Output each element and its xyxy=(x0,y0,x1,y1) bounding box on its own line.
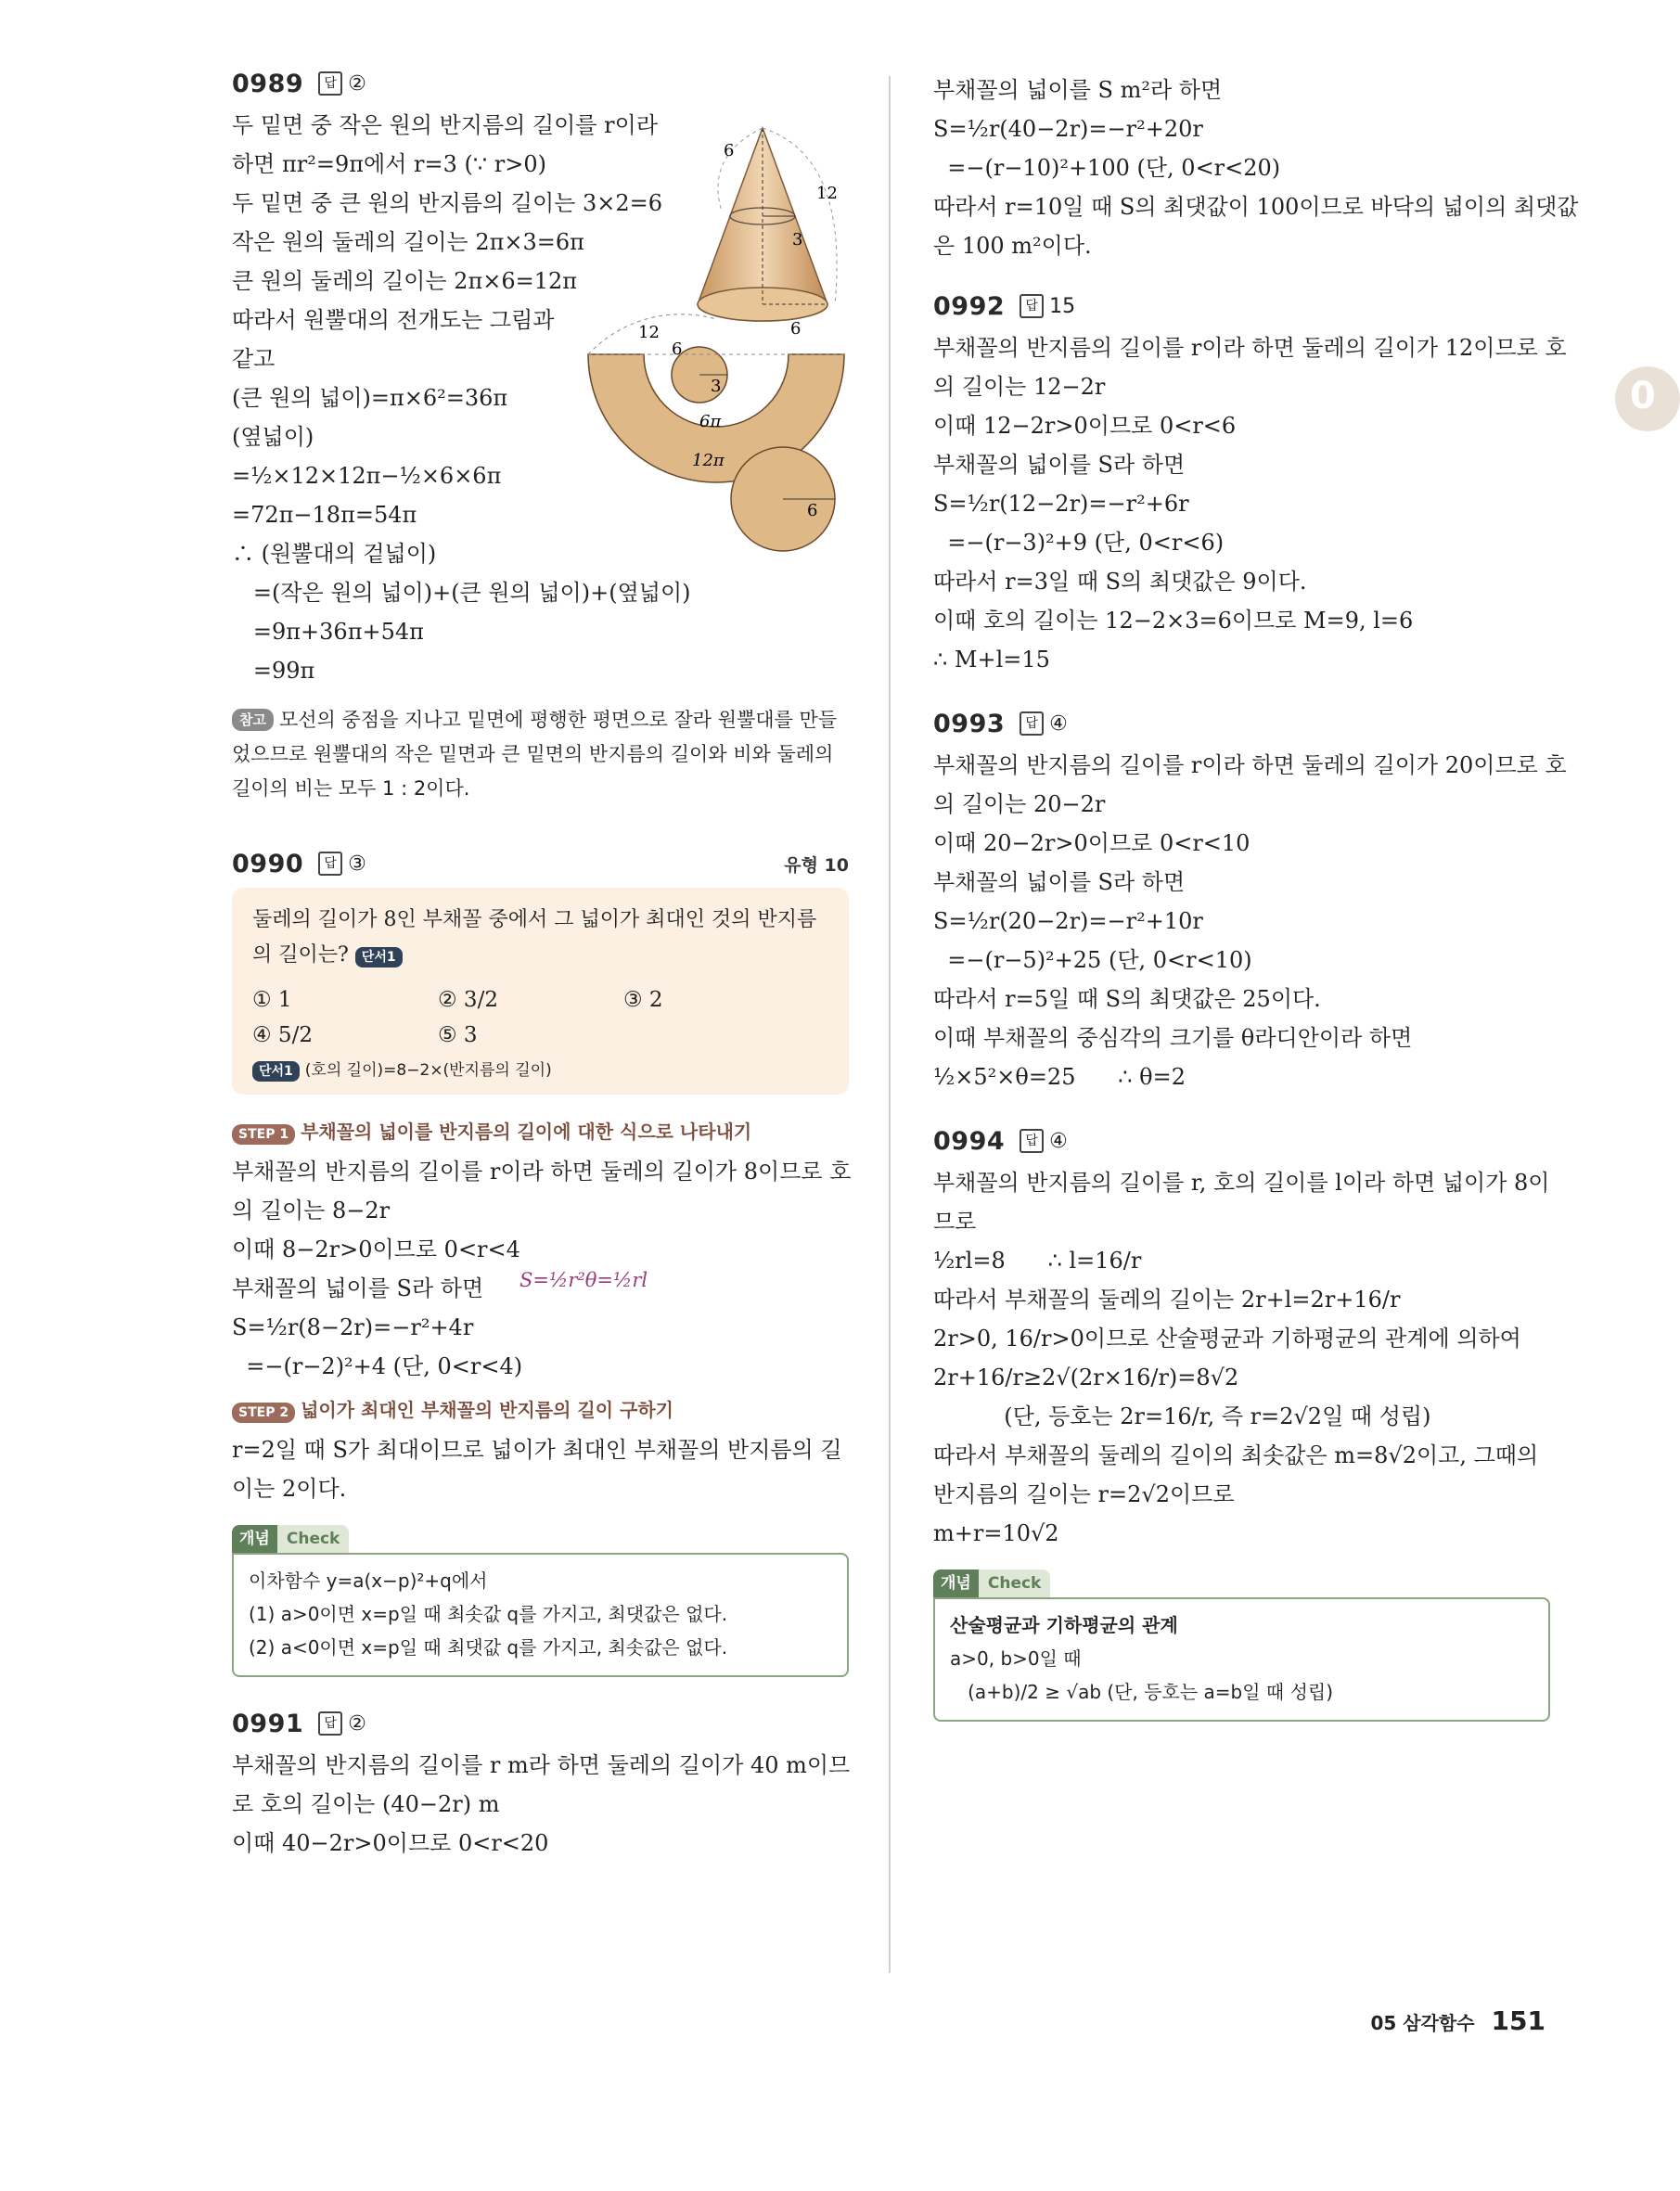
solution-line: (큰 원의 넓이)=π×6²=36π xyxy=(232,385,508,411)
step2-body xyxy=(232,1430,849,1508)
page-footer xyxy=(1370,2005,1545,2036)
solution-line: =−(r−2)²+4 (단, 0<r<4) xyxy=(232,1353,523,1379)
answer-value: ② xyxy=(348,1712,366,1736)
solution-text xyxy=(232,1746,849,1863)
problem-0994 xyxy=(933,1122,1550,1722)
label-slant-top: 6 xyxy=(724,141,735,160)
problem-0990 xyxy=(232,845,852,1677)
solution-line: =99π xyxy=(232,658,315,684)
solution-line: ∴ M+l=15 xyxy=(933,647,1050,673)
problem-0989 xyxy=(232,65,849,806)
solution-line: 두 밑면 중 큰 원의 반지름의 길이는 3×2=6 xyxy=(232,190,663,216)
problem-number: 0993 xyxy=(933,709,1006,738)
solution-line: 부채꼴의 반지름의 길이를 r이라 하면 둘레의 길이가 8이므로 호 xyxy=(232,1159,852,1185)
step1-body xyxy=(232,1152,852,1386)
net-label-6pi: 6π xyxy=(699,412,722,431)
solution-line: 부채꼴의 반지름의 길이를 r이라 하면 둘레의 길이가 12이므로 호 xyxy=(933,335,1567,361)
side-tab-text: 0 xyxy=(1630,375,1656,417)
net-label-circle-6: 6 xyxy=(807,501,818,520)
solution-line: 부채꼴의 넓이를 S라 하면 xyxy=(232,1275,484,1301)
solution-line: 의 길이는 8−2r xyxy=(232,1198,391,1224)
concept-check xyxy=(232,1525,849,1677)
problem-header xyxy=(232,1705,849,1742)
concept-line: a>0, b>0일 때 xyxy=(950,1647,1082,1670)
concept-tab-a: 개념 xyxy=(933,1570,979,1597)
solution-line: 작은 원의 둘레의 길이는 2π×3=6π xyxy=(232,229,584,255)
solution-line: =72π−18π=54π xyxy=(232,502,417,528)
solution-line: 부채꼴의 반지름의 길이를 r이라 하면 둘레의 길이가 20이므로 호 xyxy=(933,752,1567,778)
hint-badge: 단서1 xyxy=(355,947,403,967)
concept-tab-b: Check xyxy=(979,1570,1051,1597)
column-divider xyxy=(889,76,891,1973)
choice-5[interactable]: ⑤ 3 xyxy=(438,1023,478,1047)
answer-value: ④ xyxy=(1049,712,1068,736)
solution-line: =−(r−5)²+25 (단, 0<r<10) xyxy=(933,947,1252,973)
problem-number: 0994 xyxy=(933,1126,1006,1156)
problem-number: 0990 xyxy=(232,849,304,878)
note-tag: 참고 xyxy=(232,709,274,731)
right-column xyxy=(933,70,1579,1722)
type-badge: 유형 10 xyxy=(784,854,849,876)
problem-header xyxy=(933,705,1550,742)
solution-line: 이때 40−2r>0이므로 0<r<20 xyxy=(232,1830,549,1856)
hint-line xyxy=(252,1057,828,1082)
concept-tab xyxy=(232,1525,349,1553)
note-text: 모선의 중점을 지나고 밑면에 평행한 평면으로 잘라 원뿔대를 만들었으므로 원뿔대의 작은 밑면과 큰 밑면의 반지름의 길이와 비와 둘레의 길이의 비는 모두 1 : 2이다. xyxy=(232,709,838,800)
problem-0992 xyxy=(933,288,1567,679)
solution-text xyxy=(933,328,1567,679)
solution-line: 이때 호의 길이는 12−2×3=6이므로 M=9, l=6 xyxy=(933,608,1414,634)
choice-2[interactable]: ② 3/2 xyxy=(438,988,498,1012)
solution-line: 은 100 m²이다. xyxy=(933,233,1092,259)
label-slant-full: 12 xyxy=(816,184,838,203)
step1-title: 부채꼴의 넓이를 반지름의 길이에 대한 식으로 나타내기 xyxy=(301,1121,752,1143)
answer-label: 답 xyxy=(318,1711,342,1736)
answer-label: 답 xyxy=(1020,1129,1044,1153)
solution-line: 이때 부채꼴의 중심각의 크기를 θ라디안이라 하면 xyxy=(933,1025,1413,1051)
answer-label: 답 xyxy=(1020,294,1044,318)
answer xyxy=(1020,294,1075,318)
solution-line: 이때 20−2r>0이므로 0<r<10 xyxy=(933,830,1250,856)
solution-line: 의 길이는 12−2r xyxy=(933,374,1106,400)
solution-line: ½rl=8 ∴ l=16/r xyxy=(933,1248,1142,1274)
solution-text xyxy=(933,746,1567,1096)
net-label-12pi: 12π xyxy=(692,451,725,470)
net-label-3: 3 xyxy=(711,377,722,396)
solution-line: 큰 원의 둘레의 길이는 2π×6=12π xyxy=(232,268,578,294)
hint-text: (호의 길이)=8−2×(반지름의 길이) xyxy=(304,1061,552,1080)
question-box xyxy=(232,888,849,1095)
solution-line: 따라서 r=5일 때 S의 최댓값은 25이다. xyxy=(933,986,1321,1012)
concept-title: 산술평균과 기하평균의 관계 xyxy=(950,1614,1178,1636)
question-text: 둘레의 길이가 8인 부채꼴 중에서 그 넓이가 최대인 것의 반지름의 길이는? xyxy=(252,908,817,967)
step2-tag: STEP 2 xyxy=(232,1403,295,1423)
solution-line: =(작은 원의 넓이)+(큰 원의 넓이)+(옆넓이) xyxy=(232,580,691,606)
solution-line: S=½r(40−2r)=−r²+20r xyxy=(933,116,1203,142)
concept-check xyxy=(933,1570,1550,1722)
solution-line: 2r>0, 16/r>0이므로 산술평균과 기하평균의 관계에 의하여 xyxy=(933,1326,1521,1352)
solution-line: 반지름의 길이는 r=2√2이므로 xyxy=(933,1481,1235,1507)
choice-1[interactable]: ① 1 xyxy=(252,988,292,1012)
concept-line: 이차함수 y=a(x−p)²+q에서 xyxy=(249,1570,488,1592)
answer xyxy=(318,71,366,96)
solution-line: 하면 πr²=9π에서 r=3 (∵ r>0) xyxy=(232,151,546,177)
problem-header xyxy=(232,845,849,882)
answer xyxy=(1020,711,1068,736)
answer-label: 답 xyxy=(318,852,342,876)
label-r-small: 3 xyxy=(792,230,803,250)
concept-line: (1) a>0이면 x=p일 때 최솟값 q를 가지고, 최댓값은 없다. xyxy=(249,1603,728,1625)
solution-line: 따라서 원뿔대의 전개도는 그림과 xyxy=(232,307,555,333)
step1-tag: STEP 1 xyxy=(232,1124,295,1145)
answer-value: ③ xyxy=(348,852,366,876)
solution-line: 이때 8−2r>0이므로 0<r<4 xyxy=(232,1236,520,1262)
left-column xyxy=(232,65,852,1863)
step2-title: 넓이가 최대인 부채꼴의 반지름의 길이 구하기 xyxy=(301,1399,673,1421)
choice-4[interactable]: ④ 5/2 xyxy=(252,1023,313,1047)
net-label-12: 12 xyxy=(638,323,660,342)
solution-line: 부채꼴의 반지름의 길이를 r, 호의 길이를 l이라 하면 넓이가 8이 xyxy=(933,1170,1550,1196)
answer xyxy=(1020,1129,1068,1153)
chapter-label: 05 삼각함수 xyxy=(1370,2012,1475,2034)
solution-line: 2r+16/r≥2√(2r×16/r)=8√2 xyxy=(933,1365,1239,1390)
step2-heading xyxy=(232,1391,849,1430)
problem-number: 0992 xyxy=(933,291,1006,321)
answer-value: ④ xyxy=(1049,1130,1068,1153)
solution-line: ½×5²×θ=25 ∴ θ=2 xyxy=(933,1064,1186,1090)
problem-number: 0991 xyxy=(232,1709,304,1738)
solution-line: (옆넓이) xyxy=(232,424,314,450)
answer-label: 답 xyxy=(1020,711,1044,736)
page-number: 151 xyxy=(1491,2005,1545,2036)
solution-line: (단, 등호는 2r=16/r, 즉 r=2√2일 때 성립) xyxy=(933,1403,1431,1429)
solution-line: 므로 xyxy=(933,1209,977,1235)
problem-header xyxy=(232,65,849,102)
answer-value: ② xyxy=(348,72,366,96)
solution-line: 두 밑면 중 작은 원의 반지름의 길이를 r이라 xyxy=(232,112,659,138)
solution-line: 부채꼴의 반지름의 길이를 r m라 하면 둘레의 길이가 40 m이므 xyxy=(232,1752,851,1778)
answer xyxy=(318,1711,366,1736)
solution-line: =½×12×12π−½×6×6π xyxy=(232,463,502,489)
problem-number: 0989 xyxy=(232,69,304,98)
question xyxy=(252,903,828,973)
solution-line: 따라서 부채꼴의 둘레의 길이의 최솟값은 m=8√2이고, 그때의 xyxy=(933,1442,1539,1468)
note-block xyxy=(232,703,849,806)
concept-line: (a+b)/2 ≥ √ab (단, 등호는 a=b일 때 성립) xyxy=(950,1681,1334,1703)
solution-line: 부채꼴의 넓이를 S m²라 하면 xyxy=(933,77,1223,103)
step1-heading xyxy=(232,1113,849,1152)
choices xyxy=(252,988,828,1047)
solution-line: =−(r−10)²+100 (단, 0<r<20) xyxy=(933,155,1281,181)
solution-line: 따라서 r=3일 때 S의 최댓값은 9이다. xyxy=(933,569,1307,595)
solution-line: 부채꼴의 넓이를 S라 하면 xyxy=(933,452,1186,478)
solution-line: 부채꼴의 넓이를 S라 하면 xyxy=(933,869,1186,895)
solution-line: =9π+36π+54π xyxy=(232,619,424,645)
concept-tab xyxy=(933,1570,1050,1597)
concept-body xyxy=(232,1553,849,1677)
solution-text xyxy=(933,1163,1550,1553)
problem-0991-continued xyxy=(933,70,1579,265)
solution-line: m+r=10√2 xyxy=(933,1520,1059,1546)
solution-line: ∴ (원뿔대의 겉넓이) xyxy=(232,541,437,567)
problem-0991 xyxy=(232,1705,849,1863)
chapter-side-tab xyxy=(1615,366,1680,431)
frustum-net-figure xyxy=(577,317,855,568)
problem-0993 xyxy=(933,705,1567,1096)
net-label-6: 6 xyxy=(672,340,683,359)
problem-header xyxy=(933,1122,1550,1160)
choice-3[interactable]: ③ 2 xyxy=(623,988,663,1012)
concept-tab-b: Check xyxy=(277,1525,350,1553)
hint-badge: 단서1 xyxy=(252,1061,300,1082)
solution-line: 같고 xyxy=(232,346,276,372)
solution-line: 로 호의 길이는 (40−2r) m xyxy=(232,1791,500,1817)
solution-line: =−(r−3)²+9 (단, 0<r<6) xyxy=(933,530,1225,556)
solution-line: 따라서 r=10일 때 S의 최댓값이 100이므로 바닥의 넓이의 최댓값 xyxy=(933,194,1579,220)
concept-line: (2) a<0이면 x=p일 때 최댓값 q를 가지고, 최솟값은 없다. xyxy=(249,1636,728,1659)
label-r-big: 6 xyxy=(790,319,802,339)
concept-tab-a: 개념 xyxy=(232,1525,277,1553)
answer-value: 15 xyxy=(1049,295,1076,318)
solution-line: S=½r(20−2r)=−r²+10r xyxy=(933,908,1203,934)
solution-line: 이는 2이다. xyxy=(232,1476,347,1502)
solution-line: 따라서 부채꼴의 둘레의 길이는 2r+l=2r+16/r xyxy=(933,1287,1401,1313)
solution-line: 이때 12−2r>0이므로 0<r<6 xyxy=(933,413,1237,439)
solution-line: S=½r(8−2r)=−r²+4r xyxy=(232,1314,474,1340)
solution-line: S=½r(12−2r)=−r²+6r xyxy=(933,491,1189,517)
solution-line: r=2일 때 S가 최대이므로 넓이가 최대인 부채꼴의 반지름의 길 xyxy=(232,1437,842,1463)
answer xyxy=(318,852,366,876)
problem-header xyxy=(933,288,1550,325)
aside-formula: S=½r²θ=½rl xyxy=(519,1269,648,1291)
solution-line: 의 길이는 20−2r xyxy=(933,791,1106,817)
answer-label: 답 xyxy=(318,71,342,96)
concept-body xyxy=(933,1597,1550,1722)
